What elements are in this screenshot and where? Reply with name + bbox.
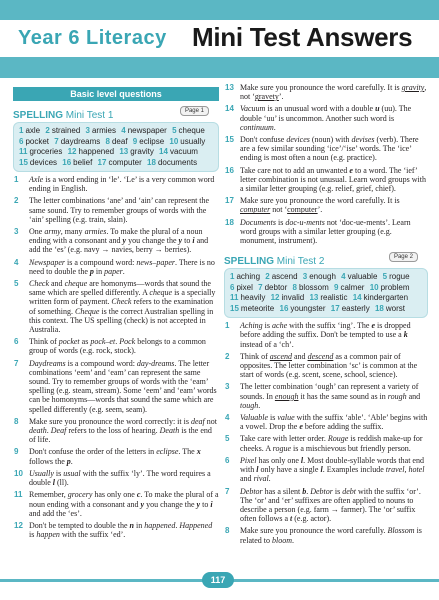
answer-item [98, 158, 142, 167]
answer-item [19, 126, 40, 135]
test1-page-tag: Page 1 [180, 106, 209, 116]
answer-number: 2 [45, 126, 50, 135]
question-explanation [13, 258, 219, 276]
answer-word: axle [25, 126, 41, 135]
answer-number: 18 [147, 157, 156, 167]
answer-item [258, 283, 287, 292]
answer-word: youngster [290, 303, 326, 313]
question-number: 5 [14, 279, 19, 289]
test1-heading [13, 105, 219, 119]
answer-number: 16 [62, 157, 72, 167]
answer-word: valuable [347, 272, 378, 282]
answer-number: 12 [270, 293, 280, 303]
question-number: 15 [225, 135, 234, 145]
explanation-text: Pixel has only one l. Most double-syllable words that end with l only have a single l. Examples include travel, hotel and rival. [240, 455, 425, 484]
answer-word: happened [78, 147, 115, 156]
question-explanation [13, 469, 219, 487]
question-number: 11 [14, 490, 23, 500]
answer-number: 1 [230, 272, 235, 282]
answer-word: worst [385, 303, 405, 313]
answer-word: kindergarten [363, 293, 409, 303]
explanation-text: Take care with letter order. Rouge is reddish make-up for cheeks. A rogue is a mischievous but friendly person. [240, 434, 423, 453]
answer-word: blossom [298, 282, 329, 292]
question-number: 13 [225, 83, 234, 92]
answer-word: strained [51, 126, 81, 135]
explanation-text: Usually is usual with the suffix ‘ly’. The word requires a double l (ll). [29, 468, 211, 488]
explanation-text: Don't be tempted to double the n in happened. Happened is happen with the suffix ‘ed’. [29, 520, 213, 540]
answer-word: problem [380, 282, 410, 292]
question-explanation [224, 166, 428, 194]
question-explanation [224, 196, 428, 214]
answer-item [119, 147, 153, 156]
question-number: 6 [225, 455, 230, 465]
answer-number: 18 [374, 303, 384, 313]
answer-number: 9 [334, 282, 339, 292]
answer-number: 13 [119, 147, 129, 156]
question-explanation [13, 521, 219, 539]
answer-word: rogue [389, 272, 410, 282]
answer-number: 3 [302, 272, 308, 282]
answer-item [19, 158, 57, 167]
answer-item [353, 293, 408, 302]
question-explanation [224, 434, 428, 452]
answer-word: computer [108, 157, 142, 167]
question-number: 14 [225, 104, 234, 114]
answer-item [370, 283, 410, 292]
answer-word: belief [73, 157, 93, 167]
answer-number: 10 [369, 282, 379, 292]
test2-page-tag: Page 2 [389, 252, 418, 262]
answer-number: 8 [105, 136, 110, 146]
question-number: 1 [14, 175, 19, 184]
answer-item [121, 126, 167, 135]
question-explanation [13, 196, 219, 224]
answer-item [230, 283, 253, 292]
answer-word: devices [29, 157, 58, 167]
question-explanation [224, 321, 428, 349]
page-number: 117 [202, 572, 234, 588]
answer-number: 6 [230, 282, 235, 292]
question-number: 8 [14, 416, 19, 426]
question-number: 2 [225, 351, 230, 361]
question-explanation [224, 413, 428, 431]
question-explanation [224, 104, 428, 132]
answer-number: 12 [67, 147, 77, 156]
explanation-text: Think of pocket as pock–et. Pock belongs to a common group of words (e.g. rock, stock). [29, 337, 206, 356]
answer-word: pocket [25, 136, 50, 146]
test1-explanations-part2 [224, 83, 428, 245]
answer-word: ascend [271, 272, 298, 282]
answer-number: 11 [19, 147, 28, 156]
answer-item [133, 137, 164, 146]
answer-number: 5 [382, 272, 388, 282]
question-explanation [13, 417, 219, 445]
answer-item [230, 304, 274, 313]
question-explanation [224, 218, 428, 246]
answer-number: 8 [292, 282, 297, 292]
test1-title: SPELLING Mini Test 1 [13, 110, 114, 121]
explanation-text: Debtor has a silent b. Debtor is debt with the suffix ‘or’. The ‘or’ and ‘er’ suffixes are often applied to nouns to describe a person (e.g. farm → farmer). The ‘or’ suffix often follows a t (e.g. actor). [240, 486, 421, 524]
answer-item [159, 147, 198, 156]
answer-word: vacuum [169, 147, 198, 156]
answer-word: usually [180, 136, 206, 146]
question-number: 9 [14, 447, 19, 457]
explanation-text: Take care not to add an unwanted e to a word. The ‘ief’ letter combination is not unusual. Learn word groups with a similar letter grouping (e.g. relief, grief, chief). [240, 165, 426, 194]
question-number: 7 [225, 486, 230, 496]
question-explanation [224, 352, 428, 380]
answer-word: pixel [236, 282, 253, 292]
answer-item [334, 283, 364, 292]
explanation-text: The letter combinations ‘ane’ and ‘ain’ can represent the same sound. Try to remember groups of words with the ‘ain’ spelling (e.g. train, slain). [29, 196, 210, 224]
level-banner: Basic level questions [13, 87, 219, 101]
explanation-text: Documents is doc-u-ments not ‘doc-ue-ments’. Learn word groups with a similar letter grouping (e.g. monument, instrument). [240, 217, 411, 246]
answer-number: 6 [19, 136, 24, 146]
page-title: Mini Test Answers [192, 22, 413, 52]
question-explanation [224, 526, 428, 544]
question-explanation [13, 175, 219, 193]
answer-number: 15 [19, 157, 28, 167]
left-column [13, 84, 219, 542]
answer-number: 1 [19, 126, 24, 135]
test2-answer-key [224, 268, 428, 318]
answer-number: 3 [85, 126, 90, 135]
question-number: 12 [14, 520, 23, 530]
answer-item [19, 137, 49, 146]
explanation-text: Make sure you pronounce the word correctly: it is deaf not death. Deaf refers to the loss of hearing. Death is the end of life. [29, 416, 217, 445]
answer-number: 10 [169, 136, 179, 146]
test2-explanations [224, 321, 428, 544]
answer-word: eclipse [139, 136, 165, 146]
answer-item [230, 293, 265, 302]
answer-word: aching [236, 272, 261, 282]
question-number: 8 [225, 526, 230, 536]
question-number: 6 [14, 337, 19, 347]
explanation-text: Newspaper is a compound word: news–paper. There is no need to double the p in paper. [29, 257, 215, 276]
answer-number: 14 [159, 147, 168, 156]
answer-item [271, 293, 305, 302]
right-column [224, 80, 428, 548]
question-number: 4 [225, 413, 230, 423]
answer-number: 17 [97, 157, 107, 167]
answer-number: 2 [265, 272, 270, 282]
subject-title: Year 6 Literacy [18, 27, 167, 49]
question-explanation [13, 359, 219, 414]
question-explanation [224, 456, 428, 484]
answer-number: 15 [230, 303, 239, 313]
answer-word: realistic [320, 293, 348, 303]
answer-word: calmer [340, 282, 365, 292]
question-number: 16 [225, 165, 234, 175]
test2-title: SPELLING Mini Test 2 [224, 256, 325, 268]
question-explanation [13, 337, 219, 355]
answer-item [375, 304, 405, 313]
explanation-text: Axle is a word ending in ‘le’. ‘Le’ is a very common word ending in English. [29, 175, 215, 194]
answer-number: 7 [54, 136, 59, 146]
answer-word: armies [91, 126, 116, 135]
question-explanation [13, 227, 219, 255]
answer-item [383, 272, 410, 281]
answer-item [265, 272, 297, 281]
explanation-text: Make sure you pronounce the word carefully. It is computer not ‘computer’. [240, 196, 400, 215]
answer-item [303, 272, 336, 281]
answer-number: 16 [279, 303, 289, 313]
answer-item [86, 126, 116, 135]
answer-item [172, 126, 205, 135]
explanation-text: Vacuum is an unusual word with a double u (uu). The double ‘uu’ is uncommon. Another such word is continuum. [240, 104, 412, 132]
explanation-text: One army, many armies. To make the plural of a noun ending with a consonant and y you change the y to i and add the ‘es’ (e.g. navy → navies, berry → berries). [29, 227, 209, 255]
answer-word: cheque [178, 126, 205, 135]
answer-word: daydreams [60, 136, 101, 146]
answer-item [309, 293, 347, 302]
answer-number: 17 [330, 303, 340, 313]
answer-number: 14 [352, 293, 362, 303]
answer-word: newspaper [127, 126, 167, 135]
answer-word: easterly [341, 303, 370, 313]
answer-number: 11 [230, 293, 239, 303]
question-number: 17 [225, 196, 234, 206]
question-number: 7 [14, 358, 19, 368]
answer-number: 5 [172, 126, 177, 135]
answer-word: deaf [111, 136, 128, 146]
question-number: 1 [225, 321, 230, 331]
answer-item [280, 304, 326, 313]
question-explanation [224, 135, 428, 163]
test2-heading [224, 251, 428, 268]
answer-item [106, 137, 128, 146]
answer-word: documents [157, 157, 198, 167]
answer-number: 7 [258, 282, 263, 292]
explanation-text: Aching is ache with the suffix ‘ing’. The e is dropped before adding the suffix. Don't be tempted to use a k instead of a ‘ch’. [240, 321, 411, 349]
explanation-text: Don't confuse the order of the letters in eclipse. The x follows the p. [29, 447, 201, 466]
answer-word: debtor [264, 282, 288, 292]
question-number: 10 [14, 468, 23, 478]
answer-number: 4 [341, 272, 346, 282]
answer-item [230, 272, 260, 281]
explanation-text: Make sure you pronounce the word carefully. It is gravity, not ‘gravety’. [240, 83, 427, 102]
question-number: 3 [225, 382, 230, 392]
explanation-text: Valuable is value with the suffix ‘able’. ‘Able’ begins with a vowel. Drop the e before adding the suffix. [240, 413, 428, 432]
question-number: 2 [14, 196, 19, 206]
question-explanation [13, 490, 219, 518]
explanation-text: Remember, grocery has only one c. To make the plural of a noun ending with a consonant and y you change the y to i and add the ‘es’. [29, 490, 219, 518]
explanation-text: Think of ascend and descend as a common pair of opposites. The letter combination ‘sc’ is common at the start of words (e.g. scent, scene, school, science). [240, 351, 418, 380]
explanation-text: Don't confuse devices (noun) with devises (verb). There are a few similar sounding ‘ice’/‘ise’ words. The ‘ice’ ending is most often a noun (e.g. practice). [240, 135, 419, 163]
answer-item [331, 304, 370, 313]
answer-word: gravity [130, 147, 154, 156]
answer-word: heavily [240, 293, 266, 303]
answer-word: meteorite [240, 303, 275, 313]
explanation-text: Daydreams is a compound word: day-dreams. The letter combinations ‘eem’ and ‘eam’ can represent the same sound. Try to remember groups of words with the ‘eam’ spelling (e.g. steam, stream). Some ‘eem’ and ‘eam’ words can be homonyms—words that sound the same which are spelled differently (e.g. seem, seam). [29, 358, 217, 414]
question-explanation [224, 487, 428, 524]
answer-number: 4 [121, 126, 126, 135]
explanation-text: Check and cheque are homonyms—words that sound the same which are spelled differently. A cheque is a specially written form of payment. Check refers to the examination of something. Cheque is the correct Australian spelling in this context. The US spelling (check) is not accepted in Australia. [29, 279, 216, 335]
answer-word: groceries [29, 147, 63, 156]
answer-item [45, 126, 80, 135]
answer-item [68, 147, 115, 156]
answer-item [169, 137, 205, 146]
question-number: 5 [225, 434, 230, 444]
answer-item [54, 137, 100, 146]
question-number: 3 [14, 227, 19, 237]
test1-answer-key [13, 122, 219, 172]
question-number: 18 [225, 217, 234, 227]
question-explanation [224, 382, 428, 410]
explanation-text: The letter combination ‘ough’ can represent a variety of sounds. In enough it has the same sound as in rough and tough. [240, 382, 421, 410]
answer-word: enough [309, 272, 336, 282]
answer-item [147, 158, 197, 167]
answer-item [293, 283, 329, 292]
answer-item [62, 158, 92, 167]
question-number: 4 [14, 257, 19, 267]
answer-item [341, 272, 377, 281]
question-explanation [13, 279, 219, 334]
test1-explanations-part1 [13, 175, 219, 539]
answer-number: 13 [309, 293, 319, 303]
answer-word: invalid [281, 293, 305, 303]
question-explanation [224, 83, 428, 101]
answer-number: 9 [132, 136, 138, 146]
question-explanation [13, 447, 219, 465]
explanation-text: Make sure you pronounce the word carefully. Blossom is related to bloom. [240, 526, 422, 545]
answer-item [19, 147, 62, 156]
